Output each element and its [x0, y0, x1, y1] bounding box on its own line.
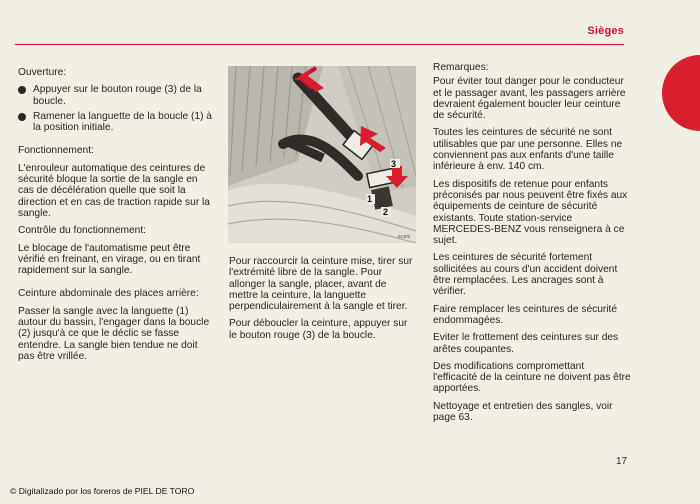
fonctionnement-heading: Fonctionnement:: [18, 145, 94, 157]
remark-paragraph: Les ceintures de sécurité fortement sollicitées au cours d'un accident doivent être remplacées. Les ancrages sont à vérifier.: [433, 252, 618, 298]
bullet-item: [18, 111, 214, 134]
left-column: [18, 67, 214, 368]
remark-paragraph: Faire remplacer les ceintures de sécurité endommagées.: [433, 303, 618, 326]
middle-column: [229, 256, 418, 347]
callout-label-2: 2: [383, 207, 389, 217]
bullet-text: Appuyer sur le bouton rouge (3) de la boucle.: [33, 84, 202, 107]
figure-code: 5C8/6: [398, 234, 411, 239]
remark-paragraph: Des modifications compromettant l'efficacité de la ceinture ne doivent pas être apportées.: [433, 360, 631, 395]
controle-text: Le blocage de l'automatisme peut être vérifié en freinant, en virage, ou en tirant rapidement sur la sangle.: [18, 242, 201, 277]
page-number: 17: [616, 456, 628, 467]
section-tab-marker: [662, 55, 700, 131]
controle-heading: Contrôle du fonctionnement:: [18, 225, 146, 237]
callout-label-1: 1: [367, 194, 373, 204]
seatbelt-drawing: [228, 66, 416, 243]
middle-paragraph: Pour raccourcir la ceinture mise, tirer sur l'extrémité libre de la sangle. Pour allonger la sangle, placer, avant de mettre la ceinture, la languette perpendiculairement à la sangle et tirer.: [229, 256, 413, 313]
footer-credit: © Digitalizado por los foreros de PIEL DE TORO: [10, 486, 195, 496]
bullet-dot-icon: [18, 86, 26, 94]
middle-paragraph: Pour déboucler la ceinture, appuyer sur le bouton rouge (3) de la boucle.: [229, 318, 408, 341]
ouverture-heading: Ouverture:: [18, 67, 67, 78]
fonctionnement-text: L'enrouleur automatique des ceintures de sécurité bloque la sortie de la sangle en cas de décélération quelle que soit la direction et en cas de traction rapide sur la sangle.: [18, 162, 210, 219]
remark-paragraph: Les dispositifs de retenue pour enfants préconisés par nous peuvent être fixés aux équipements de ceinture de sécurité existants. Toute station-service MERCEDES-BENZ vous renseignera à ce sujet.: [433, 178, 628, 247]
remark-paragraph: Pour éviter tout danger pour le conducteur et le passager avant, les passagers arrière devraient également boucler leur ceinture de sécurité.: [433, 76, 626, 122]
seatbelt-illustration: [228, 66, 416, 243]
remark-paragraph: Toutes les ceintures de sécurité ne sont utilisables que par une personne. Elles ne conviennent pas aux enfants d'une taille inférieure à env. 140 cm.: [433, 127, 623, 173]
bullet-text: Ramener la languette de la boucle (1) à la position initiale.: [33, 110, 212, 134]
remarques-heading: Remarques:: [433, 62, 489, 73]
bullet-dot-icon: [18, 113, 26, 121]
abdominale-heading: Ceinture abdominale des places arrière:: [18, 288, 199, 300]
remark-paragraph: Eviter le frottement des ceintures sur des arêtes coupantes.: [433, 332, 619, 355]
abdominale-text: Passer la sangle avec la languette (1) autour du bassin, l'engager dans la boucle (2) jusqu'à ce que le déclic se fasse entendre. La sangle bien tendue ne doit pas être vrillée.: [18, 305, 210, 362]
section-title: Sièges: [587, 25, 624, 37]
bullet-item: [18, 84, 214, 107]
right-column: [433, 62, 631, 429]
remark-paragraph: Nettoyage et entretien des sangles, voir page 63.: [433, 400, 613, 424]
callout-label-3: 3: [391, 159, 397, 169]
header-rule: [15, 44, 624, 45]
